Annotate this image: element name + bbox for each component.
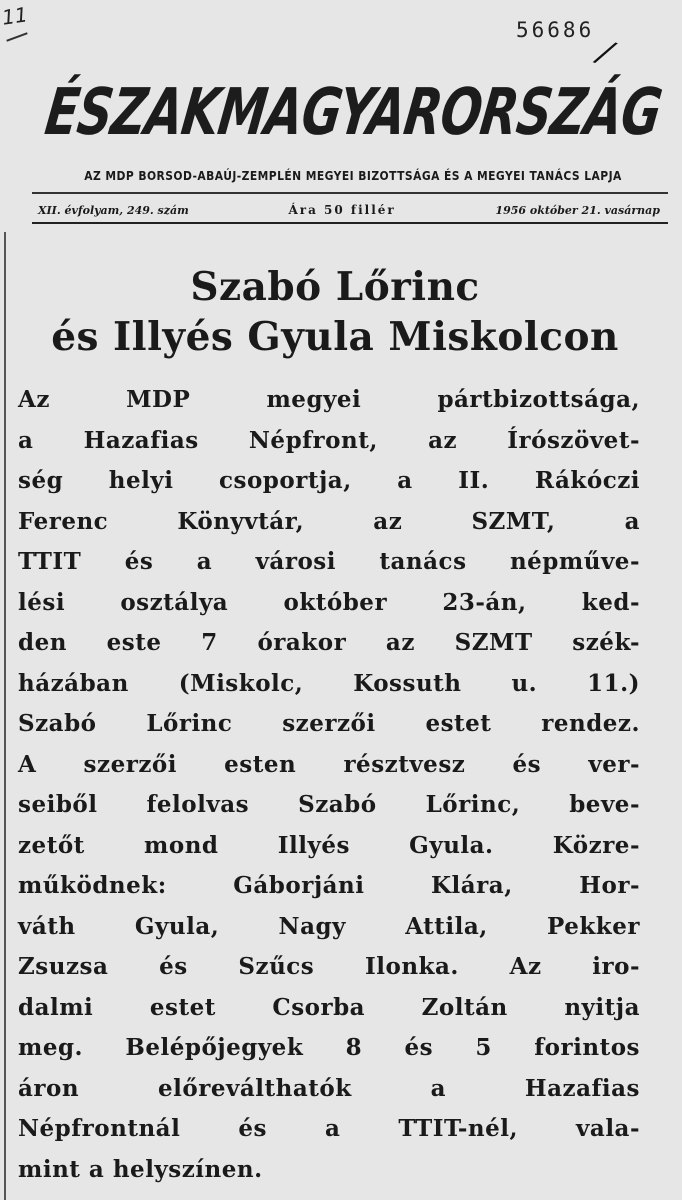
check-mark-icon: ⁄ xyxy=(595,34,614,74)
article-line: Zsuzsa és Szűcs Ilonka. Az iro- xyxy=(18,953,640,980)
article-line: Ferenc Könyvtár, az SZMT, a xyxy=(18,507,640,535)
newspaper-subtitle: AZ MDP BORSOD-ABAÚJ-ZEMPLÉN MEGYEI BIZOTTSÁGA ÉS A MEGYEI TANÁCS LAPJA xyxy=(84,168,622,183)
article-line: Az MDP megyei pártbizottsága, xyxy=(18,386,640,413)
article-line: működnek: Gáborjáni Klára, Hor- xyxy=(18,872,640,899)
article-line: váth Gyula, Nagy Attila, Pekker xyxy=(18,912,640,940)
headline-line-2: és Illyés Gyula Miskolcon xyxy=(51,314,619,360)
article-line: den este 7 órakor az SZMT szék- xyxy=(18,629,640,656)
article-line: meg. Belépőjegyek 8 és 5 forintos xyxy=(18,1034,640,1061)
divider xyxy=(32,192,668,194)
article-body xyxy=(18,380,640,1190)
article-line: lési osztálya október 23-án, ked- xyxy=(18,588,640,616)
issue-volume: XII. évfolyam, 249. szám xyxy=(38,203,189,217)
article-line: áron előreválthatók a Hazafias xyxy=(18,1074,640,1102)
archive-number: 56686 xyxy=(516,18,595,42)
masthead xyxy=(40,62,666,162)
issue-date: 1956 október 21. vasárnap xyxy=(495,203,660,217)
article-line: A szerzői esten résztvesz és ver- xyxy=(18,750,640,778)
article-line: Szabó Lőrinc szerzői estet rendez. xyxy=(18,710,640,737)
article-line: dalmi estet Csorba Zoltán nyitja xyxy=(18,993,640,1021)
article-line: mint a helyszínen. xyxy=(18,1155,263,1183)
issue-info-bar xyxy=(38,201,660,219)
article-line: TTIT és a városi tanács népműve- xyxy=(18,548,640,575)
margin-pen-stroke xyxy=(6,32,27,41)
article-line: ség helyi csoportja, a II. Rákóczi xyxy=(18,467,640,494)
divider xyxy=(32,222,668,224)
article-line: Népfrontnál és a TTIT-nél, vala- xyxy=(18,1115,640,1142)
article-line: zetőt mond Illyés Gyula. Közre- xyxy=(18,831,640,859)
article-line: seiből felolvas Szabó Lőrinc, beve- xyxy=(18,791,640,818)
newspaper-title: ÉSZAKMAGYARORSZÁG xyxy=(40,74,666,150)
issue-price: Ára 50 fillér xyxy=(288,203,396,217)
article-line: házában (Miskolc, Kossuth u. 11.) xyxy=(18,669,640,697)
article-line: a Hazafias Népfront, az Írószövet- xyxy=(18,426,640,454)
margin-note: 11 xyxy=(0,2,29,30)
article-headline xyxy=(10,262,660,362)
headline-line-1: Szabó Lőrinc xyxy=(190,264,480,310)
column-rule xyxy=(4,232,6,1200)
